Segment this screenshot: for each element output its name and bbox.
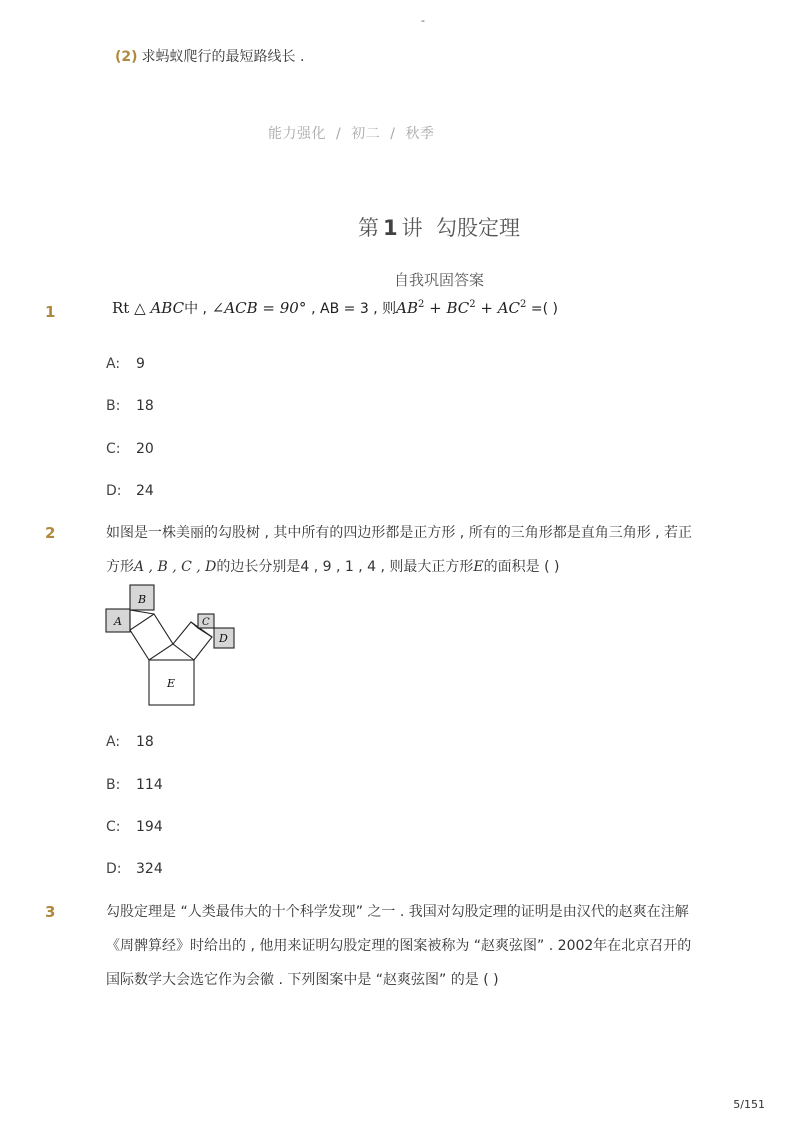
breadcrumb-item[interactable]: 秋季 — [405, 126, 435, 142]
q2-vars: A , B , C , D — [134, 559, 217, 575]
option-value: 24 — [136, 483, 154, 499]
option-d[interactable] — [106, 861, 163, 877]
option-label: C: — [106, 819, 121, 835]
question-3-text — [106, 895, 726, 997]
option-value: 9 — [136, 356, 145, 372]
page-top-mark: - — [421, 14, 425, 27]
q3-line: 《周髀算经》时给出的 , 他用来证明勾股定理的图案被称为 “赵爽弦图” . 2002年在北京召开的 — [106, 938, 692, 954]
breadcrumb-item[interactable]: 能力强化 — [268, 126, 326, 142]
subquestion-number: (2) — [115, 49, 138, 65]
option-value: 114 — [136, 777, 163, 793]
option-d[interactable] — [106, 483, 154, 499]
option-b[interactable] — [106, 777, 163, 793]
option-label: D: — [106, 861, 122, 877]
option-c[interactable] — [106, 441, 154, 457]
q1-zhong: 中 , — [184, 301, 207, 317]
option-a[interactable] — [106, 734, 154, 750]
q1-sq: 2 — [520, 299, 527, 310]
option-value: 20 — [136, 441, 154, 457]
left-branch-square — [130, 614, 173, 660]
lecture-topic: 勾股定理 — [435, 216, 520, 240]
breadcrumb-item[interactable]: 初二 — [351, 126, 381, 142]
previous-subquestion — [115, 46, 304, 66]
q1-rt: Rt — [112, 299, 130, 317]
subquestion-text: 求蚂蚁爬行的最短路线长 . — [141, 49, 305, 65]
q1-sq: 2 — [417, 299, 425, 310]
label-e: E — [167, 677, 176, 690]
question-2-text — [106, 516, 726, 584]
q2-line: 如图是一株美丽的勾股树 , 其中所有的四边形都是正方形 , 所有的三角形都是直角三角形 , 若正 — [106, 525, 693, 541]
question-1-text — [112, 298, 558, 318]
question-number: 1 — [45, 303, 56, 321]
q2-text-part: 的边长分别是4 , 9 , 1 , 4 , 则最大正方形 — [216, 559, 474, 575]
q1-abc: ABC — [150, 299, 185, 317]
option-label: B: — [106, 777, 121, 793]
option-label: C: — [106, 441, 121, 457]
q1-triangle: △ — [134, 299, 146, 317]
q1-expr-bc: + BC — [424, 299, 470, 317]
option-label: D: — [106, 483, 122, 499]
q2-line — [106, 550, 726, 584]
lecture-prefix: 第 — [358, 216, 379, 240]
question-number: 2 — [45, 524, 56, 542]
option-value: 324 — [136, 861, 163, 877]
option-label: B: — [106, 398, 121, 414]
q2-var-e: E — [473, 559, 484, 575]
question-number: 3 — [45, 903, 56, 921]
q2-text-part: 方形 — [106, 559, 134, 575]
lecture-suffix: 讲 — [401, 216, 423, 240]
pythagoras-tree-figure — [104, 580, 238, 708]
option-c[interactable] — [106, 819, 163, 835]
q1-expr-ab: AB — [396, 299, 418, 317]
breadcrumb-separator: / — [390, 126, 396, 142]
q1-answer-blank: =( ) — [526, 301, 558, 317]
q2-answer-blank: 的面积是 ( ) — [483, 559, 560, 575]
label-c: C — [202, 617, 210, 628]
option-value: 18 — [136, 398, 154, 414]
q1-expr-ac: + AC — [475, 299, 521, 317]
lecture-title — [0, 212, 800, 242]
option-value: 194 — [136, 819, 163, 835]
option-b[interactable] — [106, 398, 154, 414]
q3-line: 国际数学大会选它作为会徽 . 下列图案中是 “赵爽弦图” 的是 ( ) — [106, 972, 499, 988]
label-d: D — [219, 632, 228, 645]
lecture-number: 1 — [383, 216, 398, 240]
label-b: B — [138, 593, 147, 606]
breadcrumb-separator: / — [336, 126, 342, 142]
option-a[interactable] — [106, 356, 145, 372]
q1-sq: 2 — [469, 299, 476, 310]
option-label: A: — [106, 356, 121, 372]
page-number: 5/151 — [733, 1098, 765, 1111]
option-label: A: — [106, 734, 121, 750]
q1-angle: ∠ACB = 90° — [211, 299, 307, 317]
option-value: 18 — [136, 734, 154, 750]
section-title: 自我巩固答案 — [393, 271, 484, 289]
breadcrumb — [268, 123, 434, 143]
q3-line: 勾股定理是 “人类最伟大的十个科学发现” 之一 . 我国对勾股定理的证明是由汉代的赵爽在注解 — [106, 904, 689, 920]
q1-ab: , AB = 3 , 则 — [311, 301, 397, 317]
label-a: A — [114, 615, 122, 628]
